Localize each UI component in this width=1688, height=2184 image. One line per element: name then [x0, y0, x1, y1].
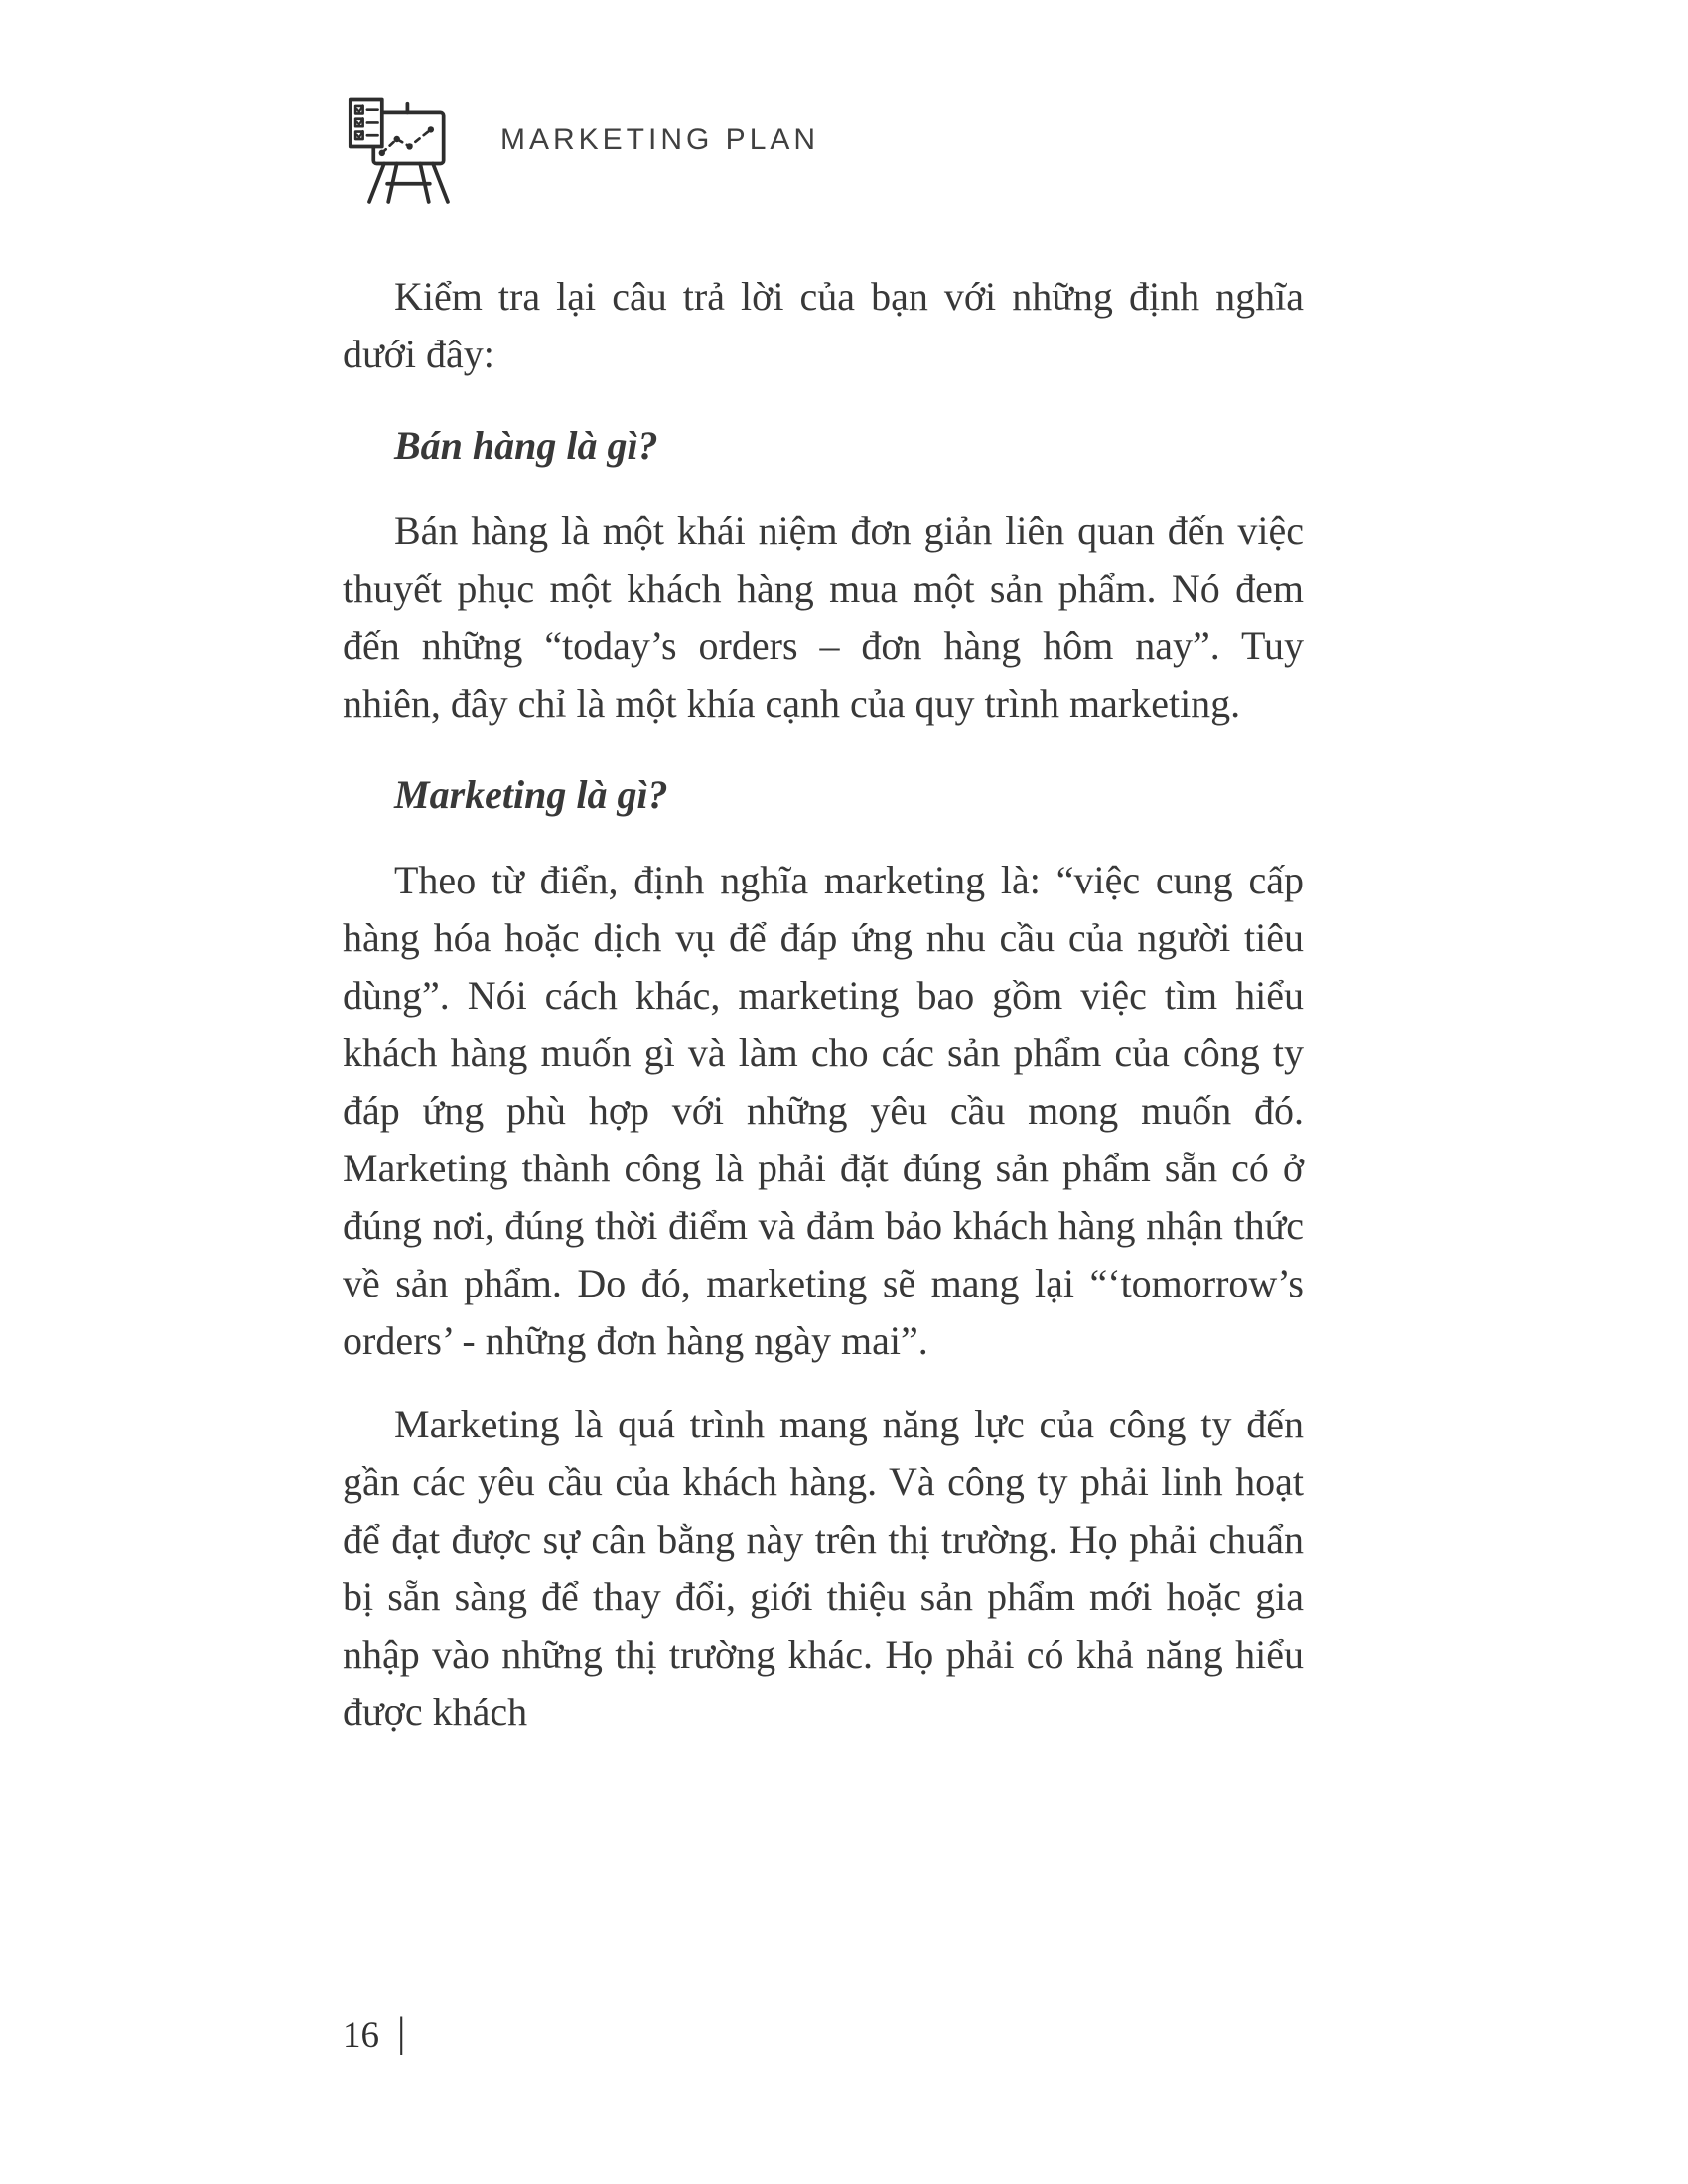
brand-title: MARKETING PLAN — [500, 123, 820, 156]
body-paragraph: Marketing là quá trình mang năng lực của công ty đến gần các yêu cầu của khách hàng. Và công ty phải linh hoạt để đạt được sự cân bằng này trên thị trường. Họ phải chuẩn bị sẵn sàng để thay đổi, giới thiệu sản phẩm mới hoặc gia nhập vào những thị trường khác. Họ phải có khả năng hiểu được khách — [343, 1402, 1304, 1734]
body-paragraph: Theo từ điển, định nghĩa marketing là: “việc cung cấp hàng hóa hoặc dịch vụ để đáp ứng nhu cầu của người tiêu dùng”. Nói cách khác, marketing bao gồm việc tìm hiểu khách hàng muốn gì và làm cho các sản phẩm của công ty đáp ứng phù hợp với những yêu cầu mong muốn đó. Marketing thành công là phải đặt đúng sản phẩm sẵn có ở đúng nơi, đúng thời điểm và đảm bảo khách hàng nhận thức về sản phẩm. Do đó, marketing sẽ mang lại “‘tomorrow’s orders’ - những đơn hàng ngày mai”. — [343, 858, 1304, 1363]
page-header — [336, 91, 819, 218]
page-number-divider: | — [397, 2010, 406, 2056]
page-footer — [343, 2011, 405, 2059]
page-body — [343, 268, 1304, 1767]
section-heading: Bán hàng là gì? — [394, 423, 658, 468]
body-paragraph: Kiểm tra lại câu trả lời của bạn với những định nghĩa dưới đây: — [343, 274, 1304, 376]
body-paragraph: Bán hàng là một khái niệm đơn giản liên quan đến việc thuyết phục một khách hàng mua một sản phẩm. Nó đem đến những “today’s orders – đơn hàng hôm nay”. Tuy nhiên, đây chỉ là một khía cạnh của quy trình marketing. — [343, 508, 1304, 726]
presentation-chart-easel-icon — [336, 91, 467, 218]
page-number: 16 — [343, 2014, 379, 2056]
section-heading: Marketing là gì? — [394, 772, 668, 817]
